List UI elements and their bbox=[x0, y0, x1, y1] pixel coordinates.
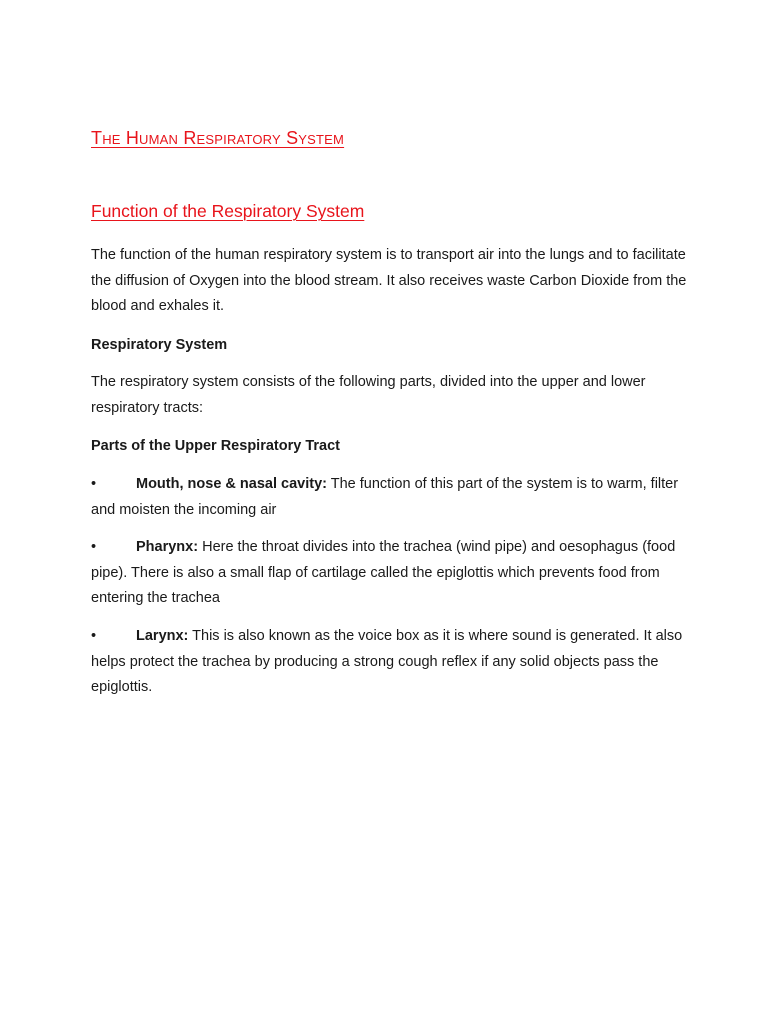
respiratory-system-heading: Respiratory System bbox=[91, 337, 228, 353]
list-item-description: Here the throat divides into the trachea (wind pipe) and oesophagus (food pipe). There is also a small flap of cartilage called the epiglottis which prevents food from entering the trachea bbox=[91, 539, 676, 606]
bullet-icon: • bbox=[91, 476, 97, 492]
list-item bbox=[91, 624, 691, 701]
upper-tract-heading: Parts of the Upper Respiratory Tract bbox=[91, 438, 340, 454]
document-title: The Human Respiratory System bbox=[91, 128, 345, 148]
respiratory-system-paragraph: The respiratory system consists of the following parts, divided into the upper and lower respiratory tracts: bbox=[91, 374, 646, 416]
list-item bbox=[91, 472, 691, 523]
list-item-term: Larynx: bbox=[136, 628, 189, 644]
list-item bbox=[91, 535, 691, 612]
list-item-description: The function of this part of the system is to warm, filter and moisten the incoming air bbox=[91, 476, 679, 518]
intro-paragraph: The function of the human respiratory system is to transport air into the lungs and to facilitate the diffusion of Oxygen into the blood stream. It also receives waste Carbon Dioxide from the blood and exhales it. bbox=[91, 247, 687, 314]
bullet-icon: • bbox=[91, 539, 97, 555]
bullet-icon: • bbox=[91, 628, 97, 644]
section-subtitle: Function of the Respiratory System bbox=[91, 201, 365, 221]
list-item-description: This is also known as the voice box as it is where sound is generated. It also helps protect the trachea by producing a strong cough reflex if any solid objects pass the epiglottis. bbox=[91, 628, 683, 695]
list-item-term: Mouth, nose & nasal cavity: bbox=[136, 476, 327, 492]
list-item-term: Pharynx: bbox=[136, 539, 199, 555]
